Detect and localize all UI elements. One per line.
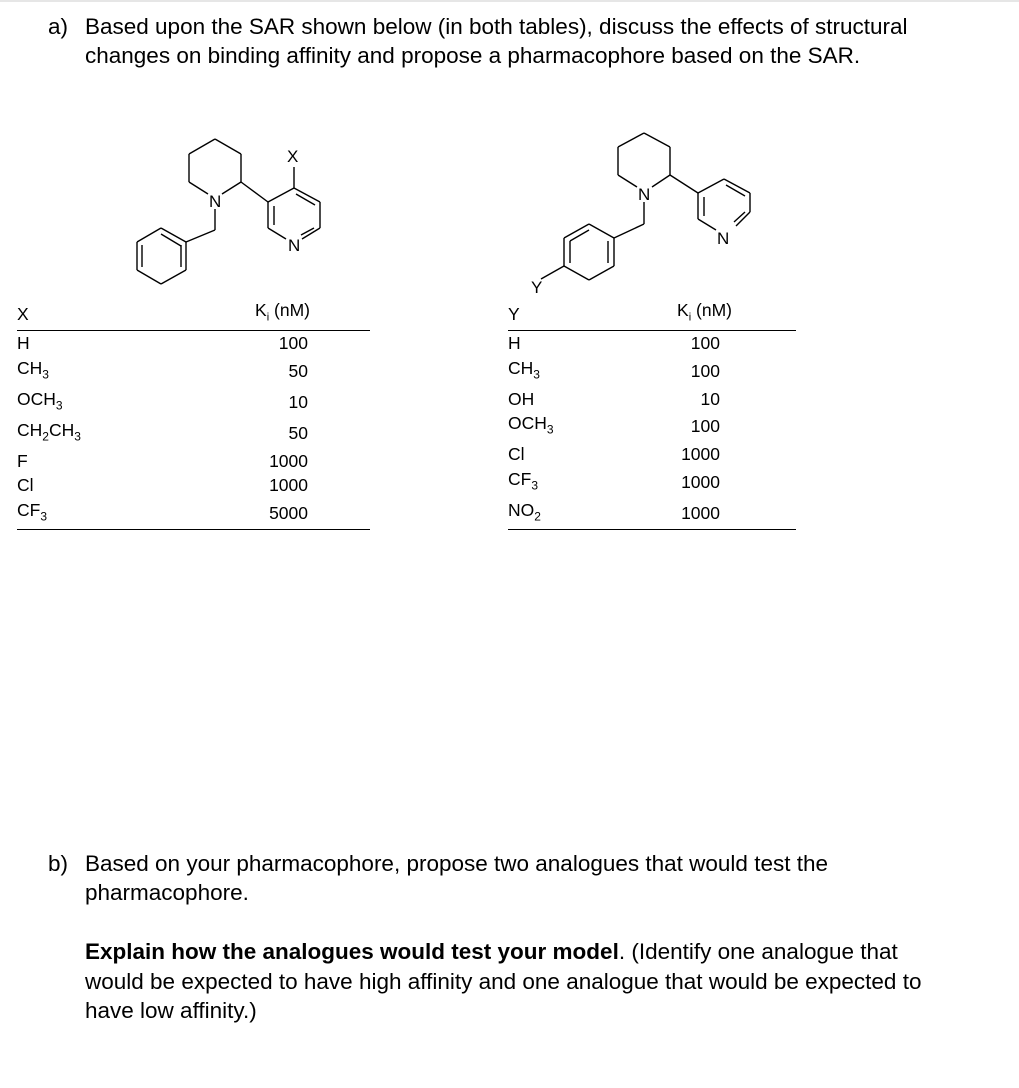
question-a-marker: a)	[48, 14, 69, 39]
table-row: $NO_2$ 1000	[508, 498, 796, 530]
table-row: $OCH_3$ 10	[17, 388, 308, 412]
question-a-text: Based upon the SAR shown below (in both tables), discuss the effects of structural changes on binding affinity and propose a pharmacophore based on the SAR.	[85, 14, 908, 68]
table-header-row	[508, 298, 796, 331]
question-b-marker: b)	[48, 851, 69, 876]
table-row: Cl 1000	[17, 475, 308, 495]
structure-1-diagram	[120, 130, 340, 295]
header-x: X	[17, 298, 217, 331]
table-row: $CH_3$ 50	[17, 357, 308, 381]
table-header-row	[17, 298, 370, 331]
structure-1-n-label: N	[209, 192, 222, 211]
table-row: $CF_3$ 5000	[17, 498, 370, 530]
structure-2-diagram	[520, 125, 760, 300]
table-row: $CF_3$ 1000	[508, 468, 720, 492]
sar-table-y	[508, 298, 796, 530]
header-ki: $K_i$ (nM)	[658, 298, 796, 331]
page-top-border	[0, 0, 1019, 2]
table-row: H 100	[17, 333, 308, 353]
header-y: Y	[508, 298, 658, 331]
structure-2-n-label: N	[638, 185, 651, 204]
question-b-instructions	[85, 937, 945, 1026]
table-row: $CH_3$ 100	[508, 357, 720, 381]
explain-bold-text: Explain how the analogues would test your model	[85, 939, 619, 964]
sar-table-x	[17, 298, 370, 530]
table-row: OH 10	[508, 388, 720, 409]
structure-2-pyridine-n-label: N	[717, 229, 730, 248]
structure-1-pyridine-n-label: N	[288, 236, 301, 255]
table-row: $OCH_3$ 100	[508, 413, 720, 437]
table-row: Cl 1000	[508, 444, 720, 464]
structure-1-x-label: X	[287, 147, 299, 166]
header-ki: $K_i$ (nM)	[217, 298, 370, 331]
explain-rest-text: . (Identify one analogue that would be expected to have high affinity and one analogue that would be expected to have low affinity.)	[85, 939, 922, 1023]
table-row: F 1000	[17, 450, 308, 471]
question-b-text: Based on your pharmacophore, propose two analogues that would test the pharmacophore.	[85, 851, 828, 905]
structure-2-y-label: Y	[531, 278, 543, 297]
table-row: $CH_2CH_3$ 50	[17, 419, 308, 443]
table-row: H 100	[508, 333, 720, 353]
